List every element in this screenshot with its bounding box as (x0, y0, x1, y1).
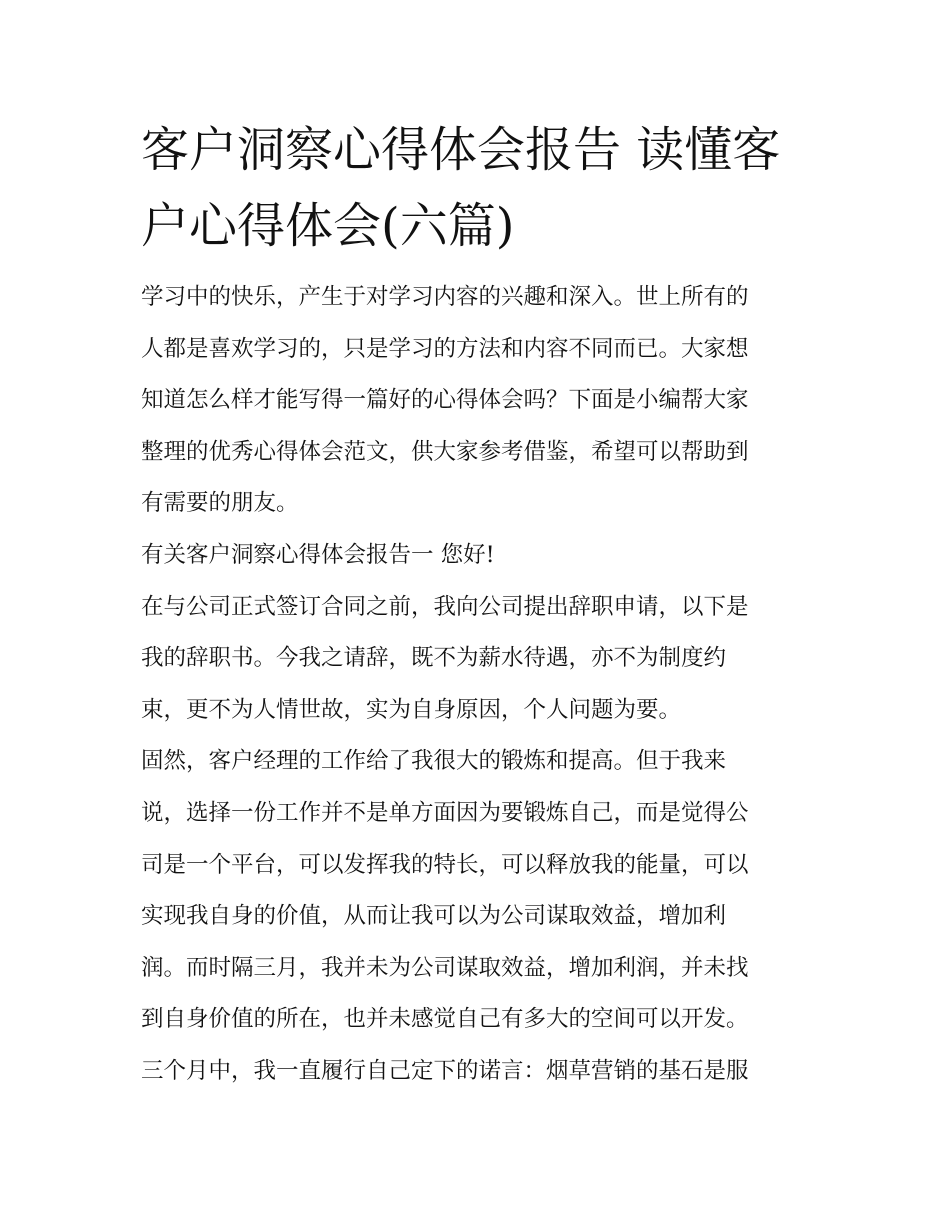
section-heading: 有关客户洞察心得体会报告一 您好! (141, 541, 495, 568)
body-line: 司是一个平台，可以发挥我的特长，可以释放我的能量，可以 (141, 851, 749, 878)
body-line: 我的辞职书。今我之请辞，既不为薪水待遇，亦不为制度约 (141, 645, 727, 672)
title-line: 户心得体会(六篇) (141, 198, 515, 254)
document-body (141, 272, 813, 1098)
body-line: 整理的优秀心得体会范文，供大家参考借鉴，希望可以帮助到 (141, 438, 749, 465)
body-line: 知道怎么样才能写得一篇好的心得体会吗？下面是小编帮大家 (141, 387, 749, 414)
body-line: 有需要的朋友。 (141, 490, 299, 517)
title-line: 客户洞察心得体会报告 读懂客 (141, 122, 781, 178)
body-line: 到自身价值的所在，也并未感觉自己有多大的空间可以开发。 (141, 1006, 749, 1033)
body-line: 说，选择一份工作并不是单方面因为要锻炼自己，而是觉得公 (141, 799, 749, 826)
body-line: 在与公司正式签订合同之前，我向公司提出辞职申请，以下是 (141, 593, 749, 620)
body-line: 实现我自身的价值，从而让我可以为公司谋取效益，增加利 (141, 903, 727, 930)
body-line: 润。而时隔三月，我并未为公司谋取效益，增加利润，并未找 (141, 954, 749, 981)
body-line: 三个月中，我一直履行自己定下的诺言：烟草营销的基石是服 (141, 1057, 749, 1084)
body-line: 人都是喜欢学习的，只是学习的方法和内容不同而已。大家想 (141, 335, 749, 362)
body-line: 束，更不为人情世故，实为自身原因，个人问题为要。 (141, 696, 682, 723)
body-line: 固然，客户经理的工作给了我很大的锻炼和提高。但于我来 (141, 748, 727, 775)
body-line: 学习中的快乐，产生于对学习内容的兴趣和深入。世上所有的 (141, 284, 749, 310)
document-title (141, 112, 813, 264)
document-content (141, 112, 813, 1098)
